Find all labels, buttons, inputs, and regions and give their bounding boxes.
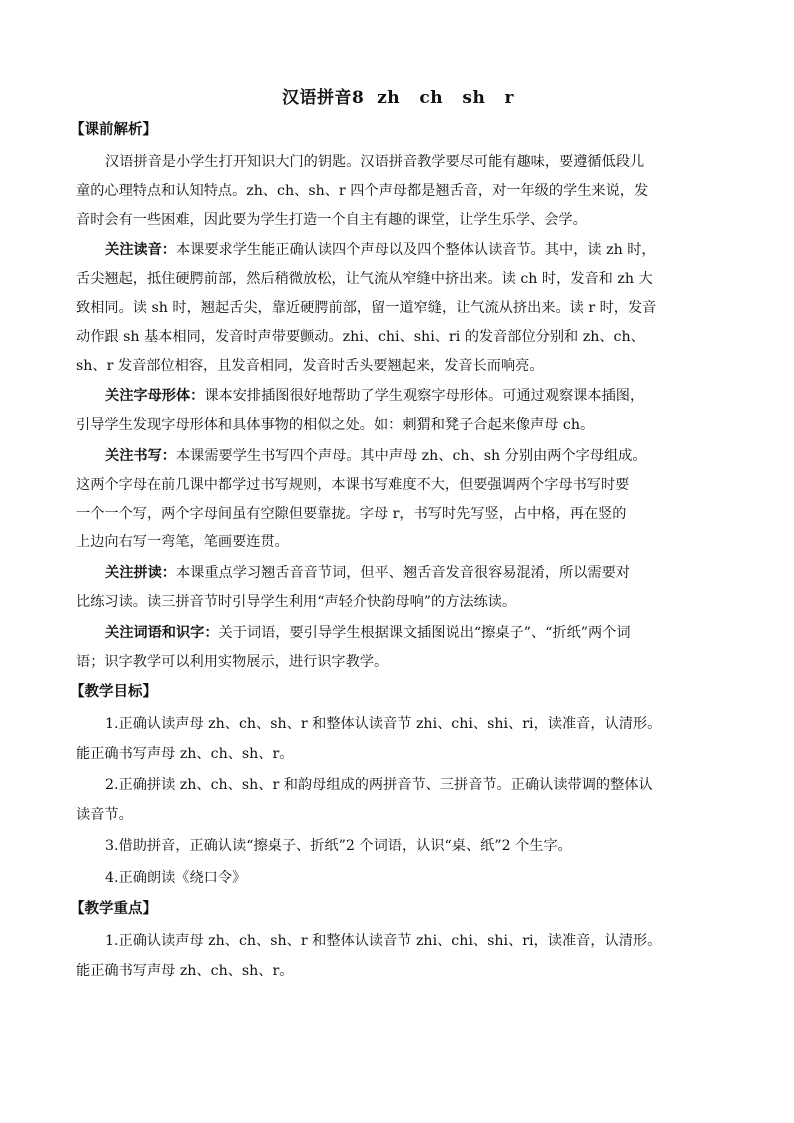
paragraph-line: 引导学生发现字母形体和具体事物的相似之处。如：刺猬和凳子合起来像声母 ch。 <box>76 417 595 434</box>
analysis-paragraph-intro <box>76 148 720 234</box>
paragraph-line-text: 本课需要学生书写四个声母。其中声母 zh、ch、sh 分别由两个字母组成。 <box>175 447 647 464</box>
paragraph-line: 音时会有一些困难，因此要为学生打造一个自主有趣的课堂，让学生乐学、会学。 <box>76 211 587 228</box>
paragraph-line: 上边向右写一弯笔，笔画要连贯。 <box>76 534 289 551</box>
paragraph-line: 一个一个写，两个字母间虽有空隙但要靠拢。字母 r，书写时先写竖，占中格，再在竖的 <box>76 505 627 522</box>
paragraph-line-text: 本课重点学习翘舌音音节词，但平、翘舌音发音很容易混淆，所以需要对 <box>175 565 630 582</box>
paragraph-line <box>76 442 720 471</box>
paragraph-lead: 关注字母形体： <box>105 388 205 405</box>
key-point-line: 1.正确认读声母 zh、ch、sh、r 和整体认读音节 zhi、chi、shi、ri，读准音，认清形。 <box>105 933 662 950</box>
paragraph-line: sh、r 发音部位相容，且发音相同，发音时舌头要翘起来，发音长而响亮。 <box>76 357 544 374</box>
key-point-line: 能正确书写声母 zh、ch、sh、r。 <box>76 962 294 979</box>
analysis-paragraph-words <box>76 619 720 677</box>
goal-line: 1.正确认读声母 zh、ch、sh、r 和整体认读音节 zhi、chi、shi、ri，读准音，认清形。 <box>105 716 662 733</box>
paragraph-line: 这两个字母在前几课中都学过书写规则，本课书写难度不大，但要强调两个字母书写时要 <box>76 476 630 493</box>
paragraph-line-text: 课本安排插图很好地帮助了学生观察字母形体。可通过观察课本插图， <box>204 388 645 405</box>
goal-item-3 <box>76 832 720 862</box>
goal-line: 2.正确拼读 zh、ch、sh、r 和韵母组成的两拼音节、三拼音节。正确认读带调的整体认 <box>105 777 653 794</box>
paragraph-line <box>76 559 720 588</box>
paragraph-line <box>76 619 720 648</box>
section-heading-goals: 【教学目标】 <box>70 683 157 701</box>
analysis-paragraph-shape <box>76 382 720 440</box>
paragraph-line: 动作跟 sh 基本相同，发音时声带要颤动。zhi、chi、shi、ri 的发音部位分别和 zh、ch、 <box>76 328 645 345</box>
goal-item-1 <box>76 710 720 769</box>
paragraph-lead: 关注拼读： <box>105 565 176 582</box>
goal-line: 能正确书写声母 zh、ch、sh、r。 <box>76 745 294 762</box>
paragraph-line: 舌尖翘起，抵住硬腭前部，然后稍微放松，让气流从窄缝中挤出来。读 ch 时，发音和 zh 大 <box>76 271 653 288</box>
analysis-paragraph-writing <box>76 442 720 557</box>
paragraph-line: 汉语拼音是小学生打开知识大门的钥匙。汉语拼音教学要尽可能有趣味，要遵循低段儿 <box>105 154 645 170</box>
analysis-paragraph-spelling <box>76 559 720 617</box>
paragraph-lead: 关注词语和识字： <box>105 624 219 641</box>
paragraph-line <box>76 382 720 411</box>
paragraph-line: 致相同。读 sh 时，翘起舌尖，靠近硬腭前部，留一道窄缝，让气流从挤出来。读 r 时，发音 <box>76 299 657 316</box>
key-point-item-1 <box>76 927 720 986</box>
paragraph-line: 语；识字教学可以利用实物展示，进行识字教学。 <box>76 653 389 670</box>
goal-line: 3.借助拼音，正确认读“擦桌子、折纸”2 个词语，认识“桌、纸”2 个生字。 <box>105 838 572 855</box>
paragraph-lead: 关注读音： <box>105 242 176 259</box>
paragraph-line: 比练习读。读三拼音节时引导学生利用“声轻介快韵母响”的方法练读。 <box>76 593 517 610</box>
paragraph-line-text: 本课要求学生能正确认读四个声母以及四个整体认读音节。其中，读 zh 时， <box>175 242 656 259</box>
goal-line: 读音节。 <box>76 806 133 823</box>
goal-line: 4.正确朗读《绕口令》 <box>105 869 247 886</box>
analysis-paragraph-reading <box>76 236 720 380</box>
section-heading-analysis: 【课前解析】 <box>70 121 157 138</box>
paragraph-line <box>76 236 720 265</box>
goal-item-4 <box>76 864 720 894</box>
paragraph-lead: 关注书写： <box>105 447 176 464</box>
document-title: 汉语拼音8 zh ch sh r <box>281 88 515 108</box>
paragraph-line-text: 关于词语，要引导学生根据课文插图说出“擦桌子”、“折纸”两个词 <box>218 624 631 641</box>
document-page <box>70 84 720 988</box>
goal-item-2 <box>76 771 720 830</box>
paragraph-line: 童的心理特点和认知特点。zh、ch、sh、r 四个声母都是翘舌音，对一年级的学生来说，发 <box>76 182 649 199</box>
section-heading-key-points: 【教学重点】 <box>70 900 157 918</box>
